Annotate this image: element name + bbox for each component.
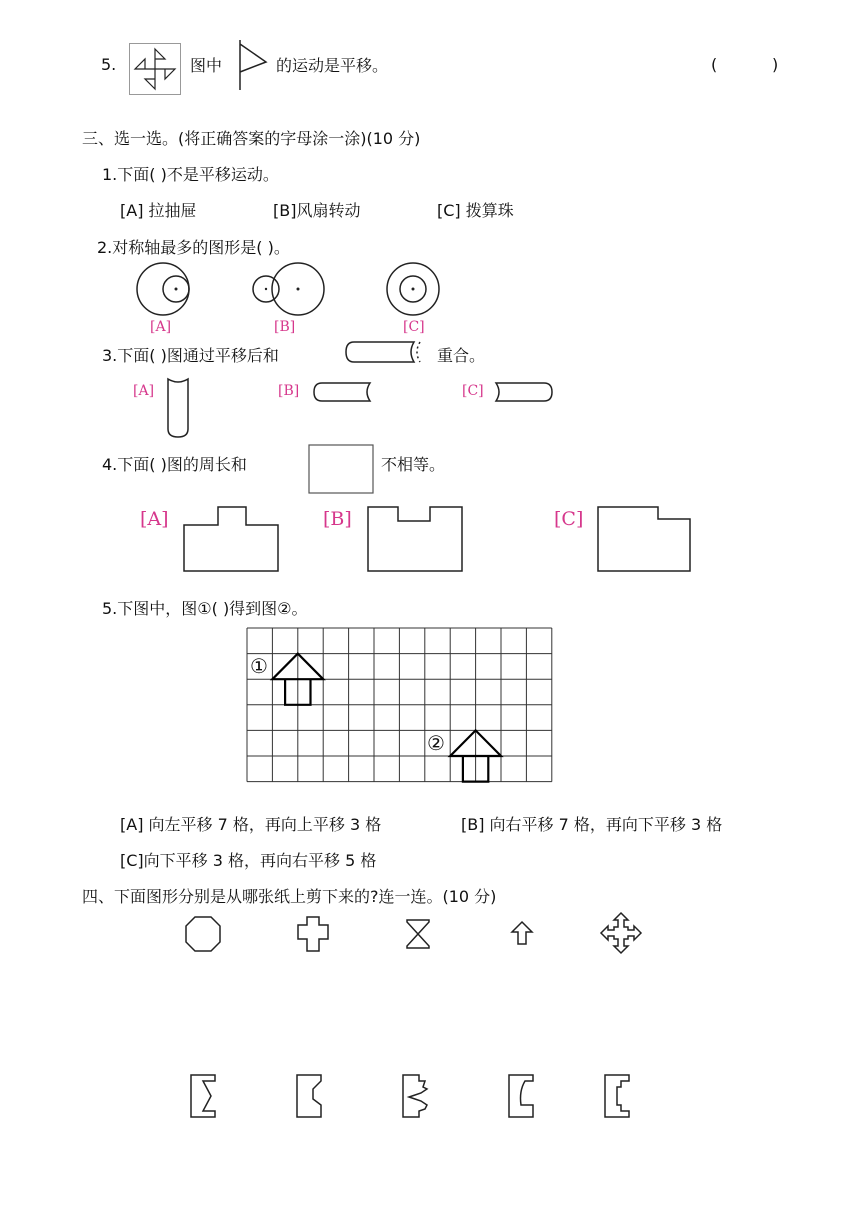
q5-option-c[interactable]: [C]向下平移 3 格，再向右平移 5 格 (120, 851, 377, 870)
hourglass-shape-icon[interactable] (405, 918, 431, 950)
figure-1-label: ① (250, 654, 268, 678)
circles-a-figure (136, 262, 194, 316)
q3-shape-b (312, 381, 372, 403)
paper-curve-notch-icon[interactable] (507, 1073, 535, 1119)
paper-step-notch-icon[interactable] (603, 1073, 631, 1119)
pinwheel-figure-icon (129, 43, 181, 95)
q4-label-b[interactable]: [B] (323, 508, 352, 530)
q2-label-c[interactable]: [C] (403, 319, 425, 335)
q3-label-a[interactable]: [A] (133, 383, 155, 399)
circles-c-figure (386, 262, 442, 316)
answer-bracket-close[interactable]: ) (772, 55, 779, 74)
question-text-a: 图中 (190, 56, 223, 75)
q3-label-c[interactable]: [C] (462, 383, 484, 399)
q3-label-b[interactable]: [B] (278, 383, 300, 399)
section4-heading: 四、下面图形分别是从哪张纸上剪下来的?连一连。(10 分) (82, 887, 497, 906)
cross-shape-icon[interactable] (296, 915, 330, 953)
q3-shape-a (166, 377, 190, 439)
question-text-b: 的运动是平移。 (276, 56, 389, 75)
paper-zigzag-icon[interactable] (189, 1073, 217, 1119)
q4-label-c[interactable]: [C] (554, 508, 584, 530)
q1-option-b[interactable]: [B]风扇转动 (273, 201, 361, 220)
q4-shape-c (596, 505, 692, 573)
paper-notch-icon[interactable] (295, 1073, 323, 1119)
answer-bracket-open[interactable]: ( (711, 55, 718, 74)
q4-label-a[interactable]: [A] (140, 508, 169, 530)
q3-shape-c (494, 381, 554, 403)
q2-label-b[interactable]: [B] (274, 319, 296, 335)
q4-stem-a: 4.下面( )图的周长和 (102, 455, 247, 474)
q1-stem: 1.下面( )不是平移运动。 (102, 165, 279, 184)
q3-stem-a: 3.下面( )图通过平移后和 (102, 346, 279, 365)
translation-grid (246, 627, 552, 782)
flag-icon (236, 38, 270, 92)
figure-2-label: ② (427, 731, 445, 755)
q5-option-b[interactable]: [B] 向右平移 7 格，再向下平移 3 格 (461, 815, 723, 834)
q4-shape-a (182, 505, 280, 573)
q2-label-a[interactable]: [A] (150, 319, 172, 335)
reference-rectangle-icon (308, 444, 374, 494)
paper-arrow-notch-icon[interactable] (401, 1073, 431, 1119)
q5-option-a[interactable]: [A] 向左平移 7 格，再向上平移 3 格 (120, 815, 382, 834)
reference-shape-icon (344, 340, 422, 364)
octagon-shape-icon[interactable] (184, 915, 222, 953)
q3-stem-b: 重合。 (437, 346, 486, 365)
q4-stem-b: 不相等。 (381, 455, 446, 474)
q1-option-a[interactable]: [A] 拉抽屉 (120, 201, 197, 220)
question-number: 5. (101, 55, 117, 74)
four-arrows-shape-icon[interactable] (599, 911, 643, 955)
q4-shape-b (366, 505, 464, 573)
section3-heading: 三、选一选。(将正确答案的字母涂一涂)(10 分) (82, 129, 421, 148)
q5-stem: 5.下图中，图①( )得到图②。 (102, 599, 308, 618)
q1-option-c[interactable]: [C] 拨算珠 (437, 201, 514, 220)
q2-stem: 2.对称轴最多的图形是( )。 (97, 238, 290, 257)
arrow-up-shape-icon[interactable] (510, 920, 534, 946)
circles-b-figure (251, 262, 327, 316)
